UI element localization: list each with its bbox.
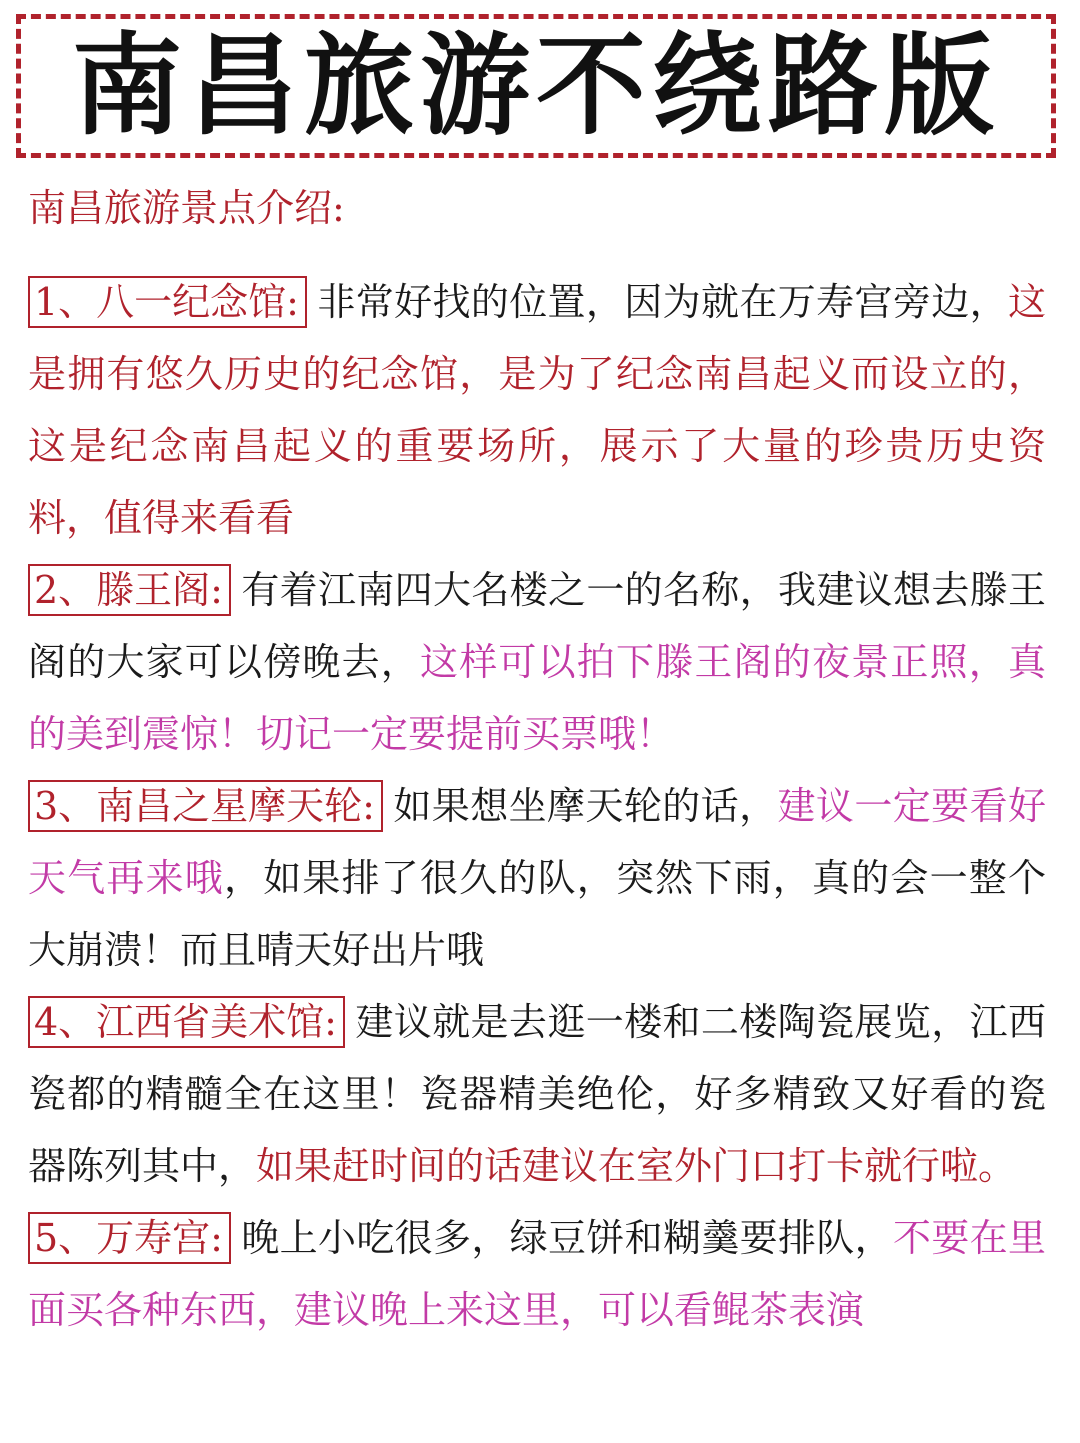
- page-title: 南昌旅游不绕路版: [72, 22, 1000, 150]
- attraction-label: 2、滕王阁:: [28, 564, 231, 616]
- attraction-highlight: 不要在里面买各种东西，建议晚上来这里，可以看鲲茶表演: [28, 1216, 1046, 1332]
- attraction-text: 建议就是去逛一楼和二楼陶瓷展览，江西瓷都的精髓全在这里！瓷器精美绝伦，好多精致又好看的瓷器陈列其中，: [28, 1000, 1046, 1188]
- attraction-highlight: 如果赶时间的话建议在室外门口打卡就行啦。: [256, 1144, 1017, 1188]
- attraction-item-art-museum: [28, 986, 1046, 1202]
- attraction-text: 非常好找的位置，因为就在万寿宫旁边，: [316, 280, 1008, 324]
- attraction-label: 3、南昌之星摩天轮:: [28, 780, 383, 832]
- attraction-highlight: 建议一定要看好天气再来哦: [28, 784, 1046, 900]
- attraction-item-tengwang-pavilion: [28, 554, 1046, 770]
- attraction-text: ，如果排了很久的队，突然下雨，真的会一整个大崩溃！而且晴天好出片哦: [28, 856, 1046, 972]
- attraction-item-bayi-memorial: [28, 266, 1046, 554]
- attraction-highlight: 这样可以拍下滕王阁的夜景正照，真的美到震惊！切记一定要提前买票哦！: [28, 640, 1046, 756]
- attraction-item-ferris-wheel: [28, 770, 1046, 986]
- attraction-highlight: 这是拥有悠久历史的纪念馆，是为了纪念南昌起义而设立的，这是纪念南昌起义的重要场所，展示了大量的珍贵历史资料，值得来看看: [28, 280, 1046, 540]
- attraction-text: 有着江南四大名楼之一的名称，我建议想去滕王阁的大家可以傍晚去，: [28, 568, 1046, 684]
- section-heading: 南昌旅游景点介绍:: [28, 186, 345, 230]
- title-banner: [16, 14, 1056, 158]
- attraction-text: 如果想坐摩天轮的话，: [392, 784, 778, 828]
- attraction-label: 1、八一纪念馆:: [28, 276, 307, 328]
- attraction-label: 4、江西省美术馆:: [28, 996, 345, 1048]
- attraction-list: [28, 266, 1046, 1346]
- attraction-label: 5、万寿宫:: [28, 1212, 231, 1264]
- attraction-item-wanshou-palace: [28, 1202, 1046, 1346]
- attraction-text: 晚上小吃很多，绿豆饼和糊羹要排队，: [240, 1216, 893, 1260]
